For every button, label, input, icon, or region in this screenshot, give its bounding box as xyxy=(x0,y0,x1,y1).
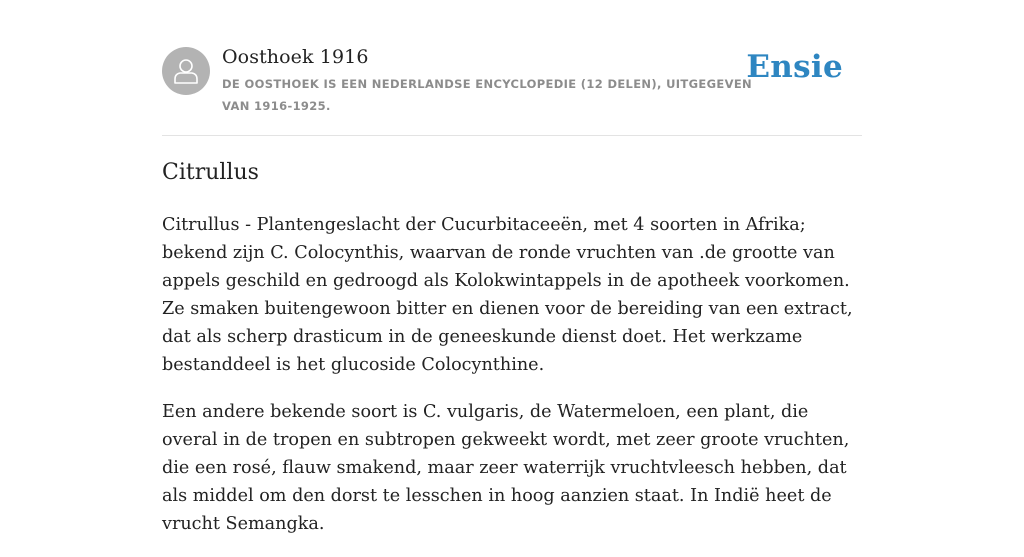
source-name[interactable]: Oosthoek 1916 xyxy=(222,46,369,68)
article-body xyxy=(162,211,867,557)
article-paragraph: Citrullus - Plantengeslacht der Cucurbitaceeën, met 4 soorten in Afrika; bekend zijn C. Colocynthis, waarvan de ronde vruchten van .de grootte van appels geschild en gedroogd als Kolokwintappels in de apotheek voorkomen. Ze smaken buitengewoon bitter en dienen voor de bereiding van een extract, dat als scherp drasticum in de geneeskunde dienst doet. Het werkzame bestanddeel is het glucoside Colocynthine. xyxy=(162,215,853,375)
article-paragraph: Een andere bekende soort is C. vulgaris, de Watermeloen, een plant, die overal in de tropen en subtropen gekweekt wordt, met zeer groote vruchten, die een rosé, flauw smakend, maar zeer waterrijk vruchtvleesch hebben, dat als middel om den dorst te lesschen in hoog aanzien staat. In Indië heet de vrucht Semangka. xyxy=(162,402,850,534)
person-outline-icon xyxy=(162,47,210,95)
source-header xyxy=(162,46,862,116)
ensie-logo[interactable]: Ensie xyxy=(746,49,843,85)
user-avatar-icon[interactable] xyxy=(162,47,210,95)
header-divider xyxy=(162,135,862,136)
article-title: Citrullus xyxy=(162,160,259,185)
source-description: DE OOSTHOEK IS EEN NEDERLANDSE ENCYCLOPEDIE (12 DELEN), UITGEGEVEN VAN 1916-1925. xyxy=(222,77,753,113)
